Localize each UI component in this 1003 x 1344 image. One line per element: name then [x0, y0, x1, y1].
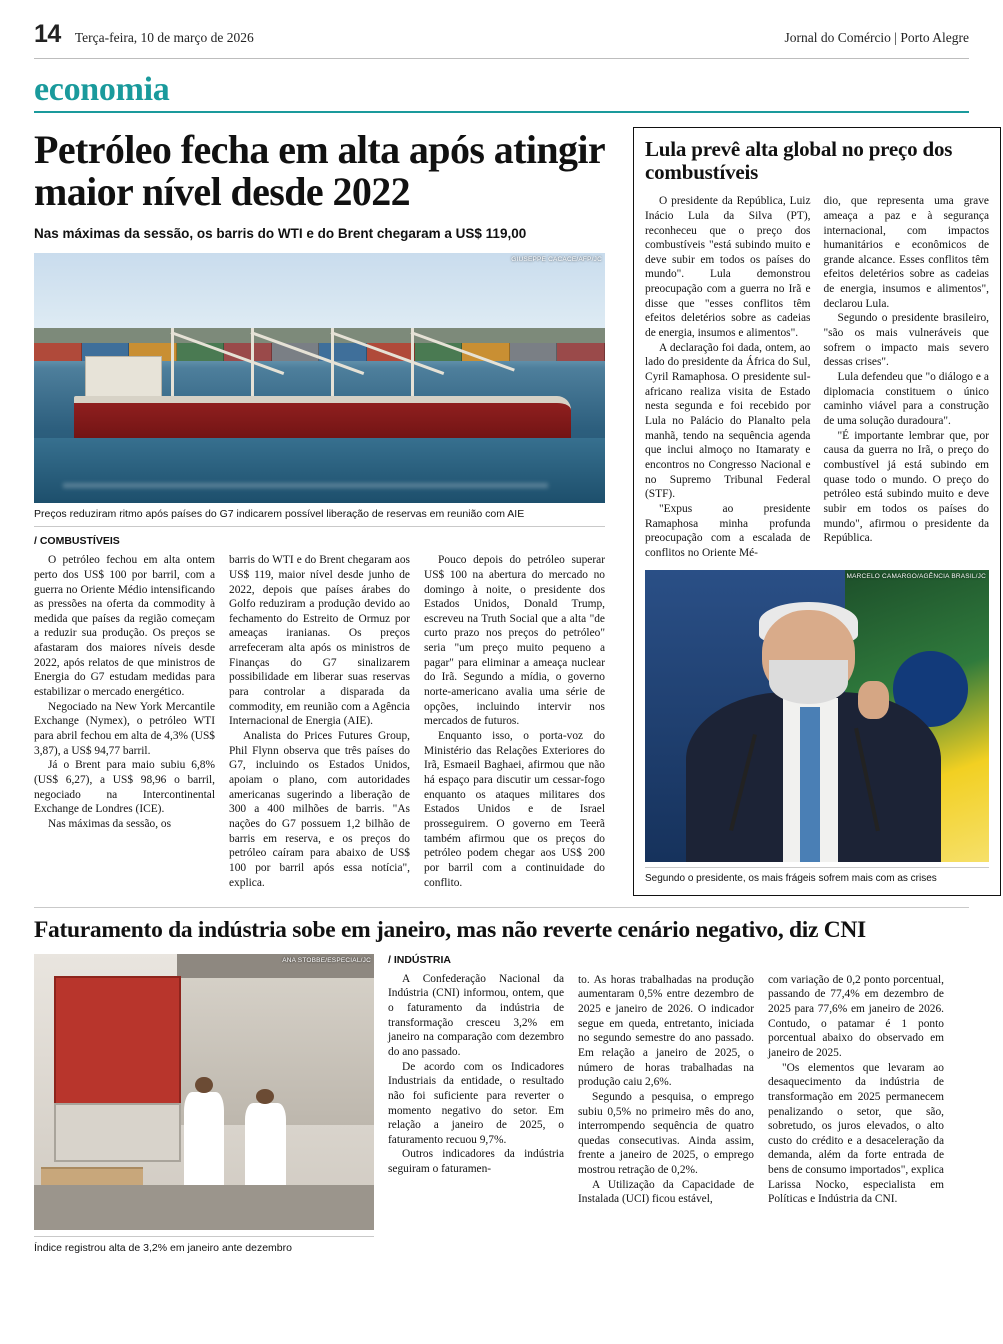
ship-photo-illustration — [34, 253, 605, 503]
main-kicker: / COMBUSTÍVEIS — [34, 535, 120, 548]
main-photo — [34, 253, 605, 503]
side-story — [633, 127, 1001, 896]
bottom-photo-column — [34, 954, 374, 1254]
side-column-1 — [645, 194, 811, 560]
side-story-box — [633, 127, 1001, 896]
paragraph: com variação de 0,2 ponto porcentual, passando de 77,4% em dezembro de 2025 para 77,6% em janeiro de 2026. Contudo, o patamar é 1 ponto porcentual abaixo do observado em janeiro de 2025. — [768, 973, 944, 1059]
main-column-2 — [229, 553, 410, 890]
main-column-1 — [34, 553, 215, 890]
main-photo-credit: GIUSEPPE CACACE/AFP/JC — [511, 256, 602, 264]
paragraph: Outros indicadores da indústria seguiram o faturamen- — [388, 1148, 564, 1176]
side-photo — [645, 570, 989, 862]
paragraph: A declaração foi dada, ontem, ao lado do presidente da África do Sul, Cyril Ramaphosa. O presidente sul-africano realiza visita de Estado nesta segunda e foi recebido por Lula no Palácio do Planalto pela manhã, tendo na sequência agenda que inclui almoço no Itamaraty e encontros no Congresso Nacional e no Supremo Tribunal Federal (STF). — [645, 341, 811, 501]
main-story — [34, 127, 605, 896]
paragraph: O presidente da República, Luiz Inácio Lula da Silva (PT), reconheceu que o preço dos combustíveis "está subindo muito e deve subir em todos os países do mundo". Lula demonstrou preocupação com a guerra no Irã e disse que "esses conflitos têm efeitos deletérios sobre as cadeias de energia, insumos e alimentos". — [645, 195, 811, 340]
bottom-kicker: / INDÚSTRIA — [388, 953, 451, 966]
page-folio: 14 — [34, 20, 61, 48]
side-columns — [645, 194, 989, 560]
paragraph: "Os elementos que levaram ao desaquecimento da indústria de transformação em 2025 permanecem penalizando o setor, que são, sobretudo, os juros elevados, o alto custo do crédito e a desaceleração da demanda, além da forte entrada de bens de consumo importados", explica Larissa Nocko, especialista em Políticas e Indústria da CNI. — [768, 1061, 944, 1206]
paragraph: De acordo com os Indicadores Industriais da entidade, o resultado não foi suficiente para reverter o momento negativo do setor. Em relação a janeiro de 2025, o faturamento recuou 9,7%. — [388, 1060, 564, 1146]
paragraph: barris do WTI e do Brent chegaram aos US$ 119, maior nível desde junho de 2022, depois que países árabes do Golfo reduziram a produção devido ao fechamento do Estreito de Ormuz por ameaças iranianas. Os preços arrefeceram alta após os ministros de Finanças do G7 sinalizarem possibilidade em liberar suas reservas para controlar a disparada da commodity, em reunião com a Agência Internacional de Energia (AIE). — [229, 554, 410, 728]
side-photo-credit: MARCELO CAMARGO/AGÊNCIA BRASIL/JC — [846, 572, 986, 580]
paragraph: A Confederação Nacional da Indústria (CNI) informou, ontem, que o faturamento da indústria de transformação cresceu 3,2% em janeiro na comparação com dezembro do ano passado. — [388, 972, 564, 1058]
paragraph: Segundo o presidente brasileiro, "são os mais vulneráveis que sofrem o impacto mais severo dessas crises". — [823, 312, 989, 369]
paragraph: Negociado na New York Mercantile Exchange (Nymex), o petróleo WTI para abril fechou em alta de 4,3% (US$ 3,87), a US$ 94,77 barril. — [34, 700, 215, 757]
main-headline: Petróleo fecha em alta após atingir maior nível desde 2022 — [34, 127, 605, 214]
paragraph: Lula defendeu que "o diálogo e a diplomacia constituem o único caminho viável para a construção de uma solução duradoura". — [823, 371, 989, 428]
masthead-date: Terça-feira, 10 de março de 2026 — [74, 30, 254, 45]
bottom-story — [34, 907, 969, 1254]
bottom-photo — [34, 954, 374, 1230]
paragraph: Já o Brent para maio subiu 6,8% (US$ 6,27), a US$ 98,96 o barril, negociado na Intercontinental Exchange de Londres (ICE). — [34, 759, 215, 816]
bottom-column-3 — [768, 954, 944, 1254]
side-headline: Lula prevê alta global no preço dos combustíveis — [645, 137, 953, 185]
paragraph: dio, que representa uma grave ameaça a paz e à segurança internacional, com impactos humanitários e econômicos de grande alcance. Esses conflitos têm efeitos deletérios sobre as cadeias de energia, insumos e alimentos", declarou Lula. — [823, 195, 989, 310]
bottom-photo-credit: ANA STOBBE/ESPECIAL/JC — [282, 956, 371, 964]
paragraph: "É importante lembrar que, por causa da guerra no Irã, o preço do combustível já está subindo em quase todo o mundo. O preço do petróleo está subindo muito e deve subir em todos os países do mundo", afirmou o presidente da República. — [823, 429, 989, 545]
paragraph: to. As horas trabalhadas na produção aumentaram 0,5% entre dezembro de 2025 e janeiro de 2026. O indicador segue em queda, entretanto, iniciada no segundo semestre do ano passado. Em relação a janeiro de 2025, o número de horas trabalhadas na produção caiu 2,6%. — [578, 973, 754, 1089]
factory-photo-illustration — [34, 954, 374, 1230]
president-photo-illustration — [645, 570, 989, 862]
paragraph: Pouco depois do petróleo superar US$ 100 na abertura do mercado no domingo à noite, o presidente dos Estados Unidos, Donald Trump, escreveu na Truth Social que a alta "de curto prazo nos preços do petróleo" seria "um preço muito pequeno a pagar" para eliminar a ameaça nuclear do Irã. Segundo a mídia, o governo norte-americano avalia uma série de opções, incluindo intervir nos mercados de futuros. — [424, 554, 605, 728]
bottom-photo-caption: Índice registrou alta de 3,2% em janeiro ante dezembro — [34, 1236, 374, 1254]
main-columns — [34, 553, 605, 890]
main-photo-caption: Preços reduziram ritmo após países do G7 indicarem possível liberação de reservas em reunião com AIE — [34, 503, 605, 527]
main-column-3 — [424, 553, 605, 890]
masthead — [34, 0, 969, 59]
bottom-headline: Faturamento da indústria sobe em janeiro, mas não reverte cenário negativo, diz CNI — [34, 916, 866, 943]
main-subhead: Nas máximas da sessão, os barris do WTI e do Brent chegaram a US$ 119,00 — [34, 226, 527, 242]
section-rule — [34, 111, 969, 113]
paragraph: O petróleo fechou em alta ontem perto dos US$ 100 por barril, com a guerra no Oriente Médio intensificando as pressões na oferta da commodity à medida que países da região começam a reduzir sua produção. Os preços se afastaram dos maiores níveis desde 2022, após relatos de que ministros de Energia do G7 estudam medidas para estabilizar o mercado energético. — [34, 554, 215, 699]
side-photo-caption: Segundo o presidente, os mais frágeis sofrem mais com as crises — [645, 867, 989, 884]
paragraph: Nas máximas da sessão, os — [48, 818, 172, 830]
bottom-column-1 — [388, 954, 564, 1254]
paragraph: Segundo a pesquisa, o emprego subiu 0,5% no primeiro mês do ano, interrompendo sequência de quatro quedas consecutivas. Ainda assim, frente a janeiro de 2025, o emprego mostrou retração de 0,2%. — [578, 1090, 754, 1177]
paragraph: Enquanto isso, o porta-voz do Ministério das Relações Exteriores do Irã, Esmaeil Baghaei, afirmou que não há espaço para discutir um cessar-fogo enquanto os ataques militares dos Estados Unidos e de Israel prosseguirem. O governo em Teerã também afirmou que os preços do petróleo podem chegar aos US$ 200 por barril com a continuidade do conflito. — [424, 730, 605, 889]
paragraph: Analista do Prices Futures Group, Phil Flynn observa que três países do G7, incluindo os Estados Unidos, apoiam o plano, com autoridades americanas sugerindo a liberação de 300 a 400 milhões de barris. "As nações do G7 possuem 1,2 bilhão de barris em reserva, e os preços do petróleo caíram para abaixo de US$ 100 por barril após essa notícia", explica. — [229, 730, 410, 889]
bottom-grid — [34, 954, 969, 1254]
paragraph: "Expus ao presidente Ramaphosa minha profunda preocupação com a escalada de conflitos no Oriente Mé- — [645, 502, 811, 559]
masthead-publication: Jornal do Comércio | Porto Alegre — [784, 30, 969, 45]
paragraph: A Utilização da Capacidade de Instalada (UCI) ficou estável, — [578, 1178, 754, 1206]
side-column-2 — [824, 194, 990, 560]
bottom-column-2 — [578, 954, 754, 1254]
top-area — [34, 127, 989, 896]
section-title: economia — [34, 71, 170, 108]
